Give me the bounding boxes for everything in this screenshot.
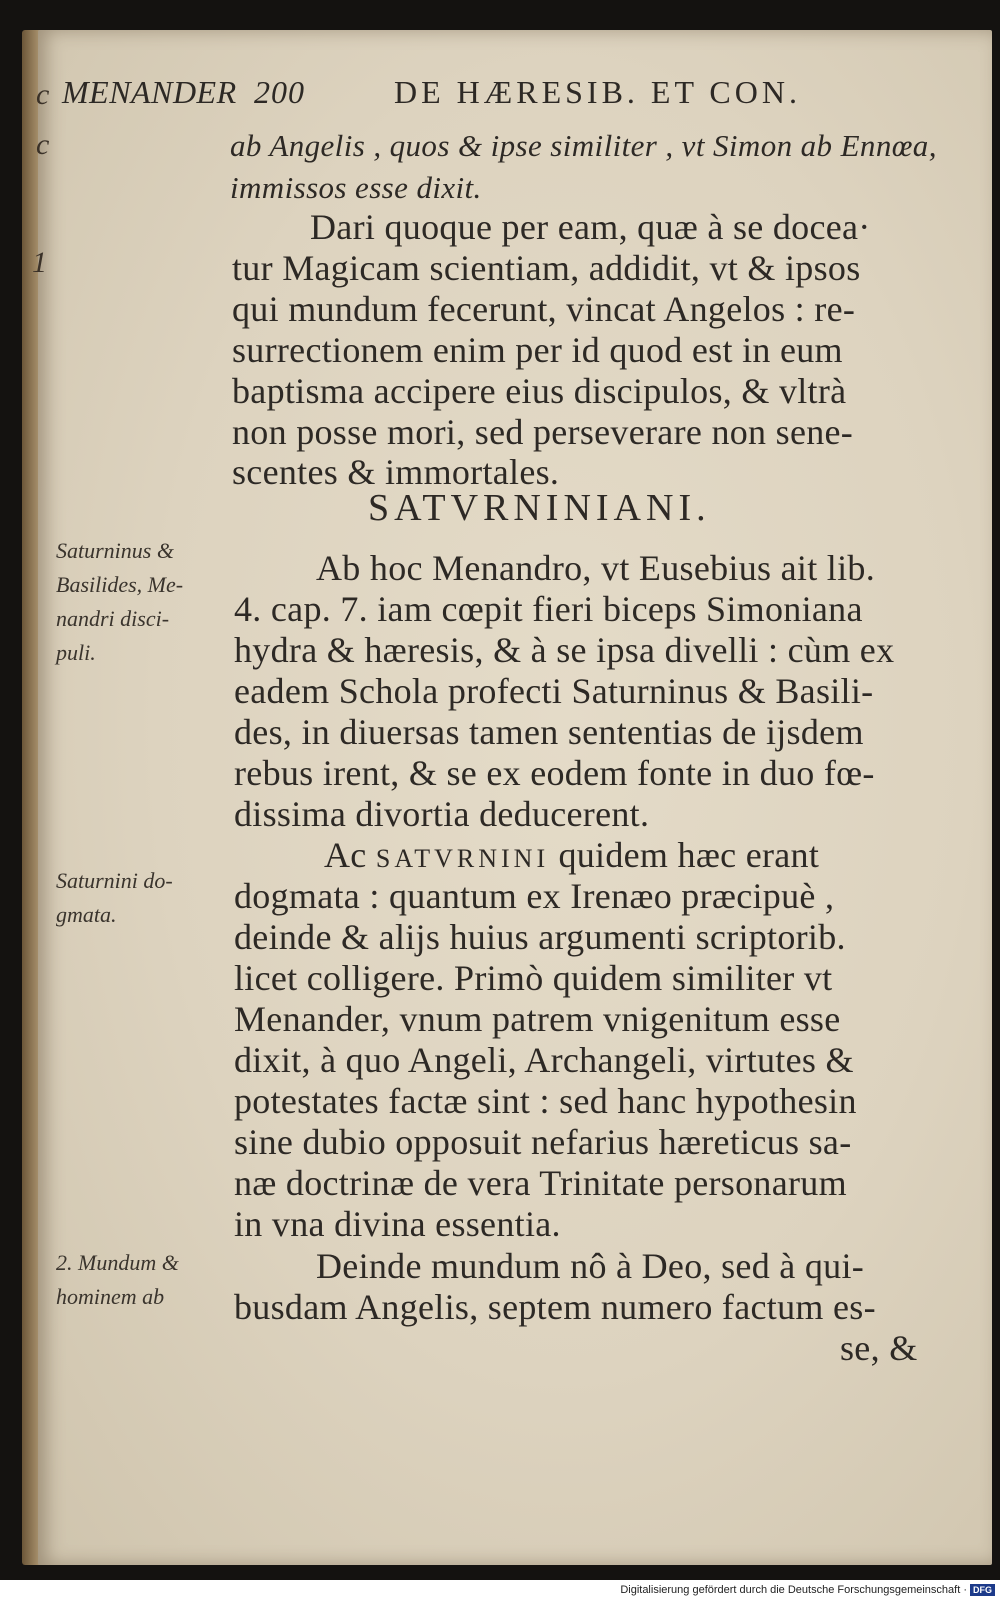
margin-note-line: 2. Mundum & [56,1250,179,1275]
text-line: qui mundum fecerunt, vincat Angelos : re- [232,289,856,329]
text-line: licet colligere. Primò quidem similiter vt [234,958,833,998]
text-line: immissos esse dixit. [230,170,482,205]
text-line: scentes & immortales. [232,452,560,492]
margin-mark: 1 [32,246,47,279]
text-line: dixit, à quo Angeli, Archangeli, virtutes & [234,1040,854,1080]
margin-note-line: Saturninus & [56,538,174,563]
margin-note [56,864,226,932]
margin-mark: c [36,78,50,111]
text-line: Dari quoque per eam, quæ à se docea· [310,207,871,247]
margin-note-line: Basilides, Me- [56,572,184,597]
para-start: Ac [324,835,367,875]
text-line: rebus irent, & se ex eodem fonte in duo fœ- [234,753,875,793]
text-line: Deinde mundum nô à Deo, sed à qui- [316,1246,865,1286]
text-line: næ doctrinæ de vera Trinitate personarum [234,1163,847,1203]
text-line: ab Angelis , quos & ipse similiter , vt Simon ab Ennœa, [230,128,937,163]
text-line: surrectionem enim per id quod est in eum [232,330,843,370]
text-line: Ab hoc Menandro, vt Eusebius ait lib. [316,548,876,588]
text-line: in vna divina essentia. [234,1204,561,1244]
text-line: se, & [840,1328,918,1368]
running-head-title: DE HÆRESIB. ET CON. [394,74,801,110]
margin-note-line: gmata. [56,902,117,927]
margin-note [56,534,226,670]
text-line: des, in diuersas tamen sententias de ijsdem [234,712,864,752]
margin-note [56,1246,226,1314]
text-line: tur Magicam scientiam, addidit, vt & ipsos [232,248,861,288]
digitization-footer [0,1584,995,1596]
text-line: deinde & alijs huius argumenti scriptorib. [234,917,846,957]
text-line: dissima divortia deducerent. [234,794,650,834]
text-line: 4. cap. 7. iam cœpit fieri biceps Simoniana [234,589,863,629]
text-line: potestates factæ sint : sed hanc hypothesin [234,1081,857,1121]
book-page [32,30,992,1565]
text-line: sine dubio opposuit nefarius hæreticus sa- [234,1122,852,1162]
text-line: Menander, vnum patrem vnigenitum esse [234,999,841,1039]
margin-mark: c [36,128,50,161]
text-line: eadem Schola profecti Saturninus & Basili- [234,671,874,711]
text-line: dogmata : quantum ex Irenæo præcipuè , [234,876,835,916]
running-head [62,74,962,120]
margin-note-line: puli. [56,640,96,665]
margin-note-line: nandri disci- [56,606,170,631]
text-line: baptisma accipere eius discipulos, & vltrà [232,371,847,411]
text-line: busdam Angelis, septem numero factum es- [234,1287,876,1327]
margin-note-line: Saturnini do- [56,868,173,893]
text-line: non posse mori, sed perseverare non sene- [232,412,854,452]
running-head-left: MENANDER [62,74,237,110]
section-heading: SATVRNINIANI. [368,487,711,529]
text-line: hydra & hæresis, & à se ipsa divelli : cùm ex [234,630,895,670]
footer-text: Digitalisierung gefördert durch die Deutsche Forschungsgemeinschaft · [620,1584,967,1596]
para-rest: quidem hæc erant [558,835,820,875]
page-number: 200 [254,74,305,110]
text-line [324,835,819,879]
dfg-logo: DFG [970,1584,995,1596]
margin-note-line: hominem ab [56,1284,165,1309]
small-caps-name: SATVRNINI [375,844,550,873]
